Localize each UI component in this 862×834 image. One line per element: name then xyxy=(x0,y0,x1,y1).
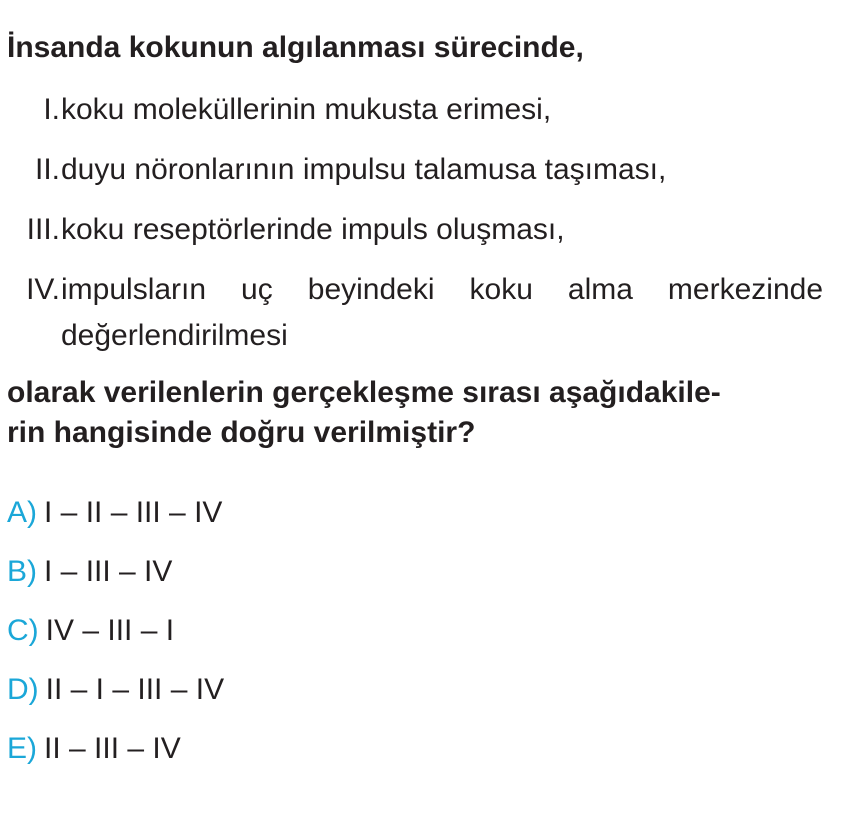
statement-numeral: II. xyxy=(34,153,60,186)
option-text: I – II – III – IV xyxy=(44,496,223,529)
statement-numeral: III. xyxy=(26,213,60,246)
option-text: II – I – III – IV xyxy=(45,673,225,706)
option-text: I – III – IV xyxy=(44,555,173,588)
statement-item xyxy=(7,267,823,359)
option-letter: A) xyxy=(7,496,37,529)
option-e[interactable] xyxy=(7,729,823,769)
option-b[interactable] xyxy=(7,552,823,592)
answer-options xyxy=(7,493,823,769)
option-d[interactable] xyxy=(7,670,823,710)
statement-numeral: I. xyxy=(43,93,60,126)
option-text: IV – III – I xyxy=(45,614,175,647)
statement-numeral: IV. xyxy=(26,273,60,306)
option-c[interactable] xyxy=(7,611,823,651)
statement-list xyxy=(7,87,823,359)
option-letter: E) xyxy=(7,732,37,765)
statement-text: koku moleküllerinin mukusta erimesi, xyxy=(61,93,552,126)
option-letter: B) xyxy=(7,555,37,588)
option-letter: D) xyxy=(7,673,39,706)
question-prompt-line-2: rin hangisinde doğru verilmiştir? xyxy=(7,416,476,449)
question-intro: İnsanda kokunun algılanması sürecinde, xyxy=(7,31,584,64)
option-text: II – III – IV xyxy=(44,732,181,765)
statement-item xyxy=(7,87,823,133)
statement-item xyxy=(7,147,823,193)
question-prompt-line-1: olarak verilenlerin gerçekleşme sırası aşağıdakile- xyxy=(7,376,721,409)
question-prompt xyxy=(7,373,823,453)
statement-text: duyu nöronlarının impulsu talamusa taşıması, xyxy=(61,153,667,186)
statement-item xyxy=(7,207,823,253)
option-letter: C) xyxy=(7,614,39,647)
option-a[interactable] xyxy=(7,493,823,533)
statement-text: koku reseptörlerinde impuls oluşması, xyxy=(61,213,565,246)
question-block xyxy=(7,14,823,788)
statement-text: impulsların uç beyindeki koku alma merkezinde değerlendirilmesi xyxy=(61,273,823,352)
